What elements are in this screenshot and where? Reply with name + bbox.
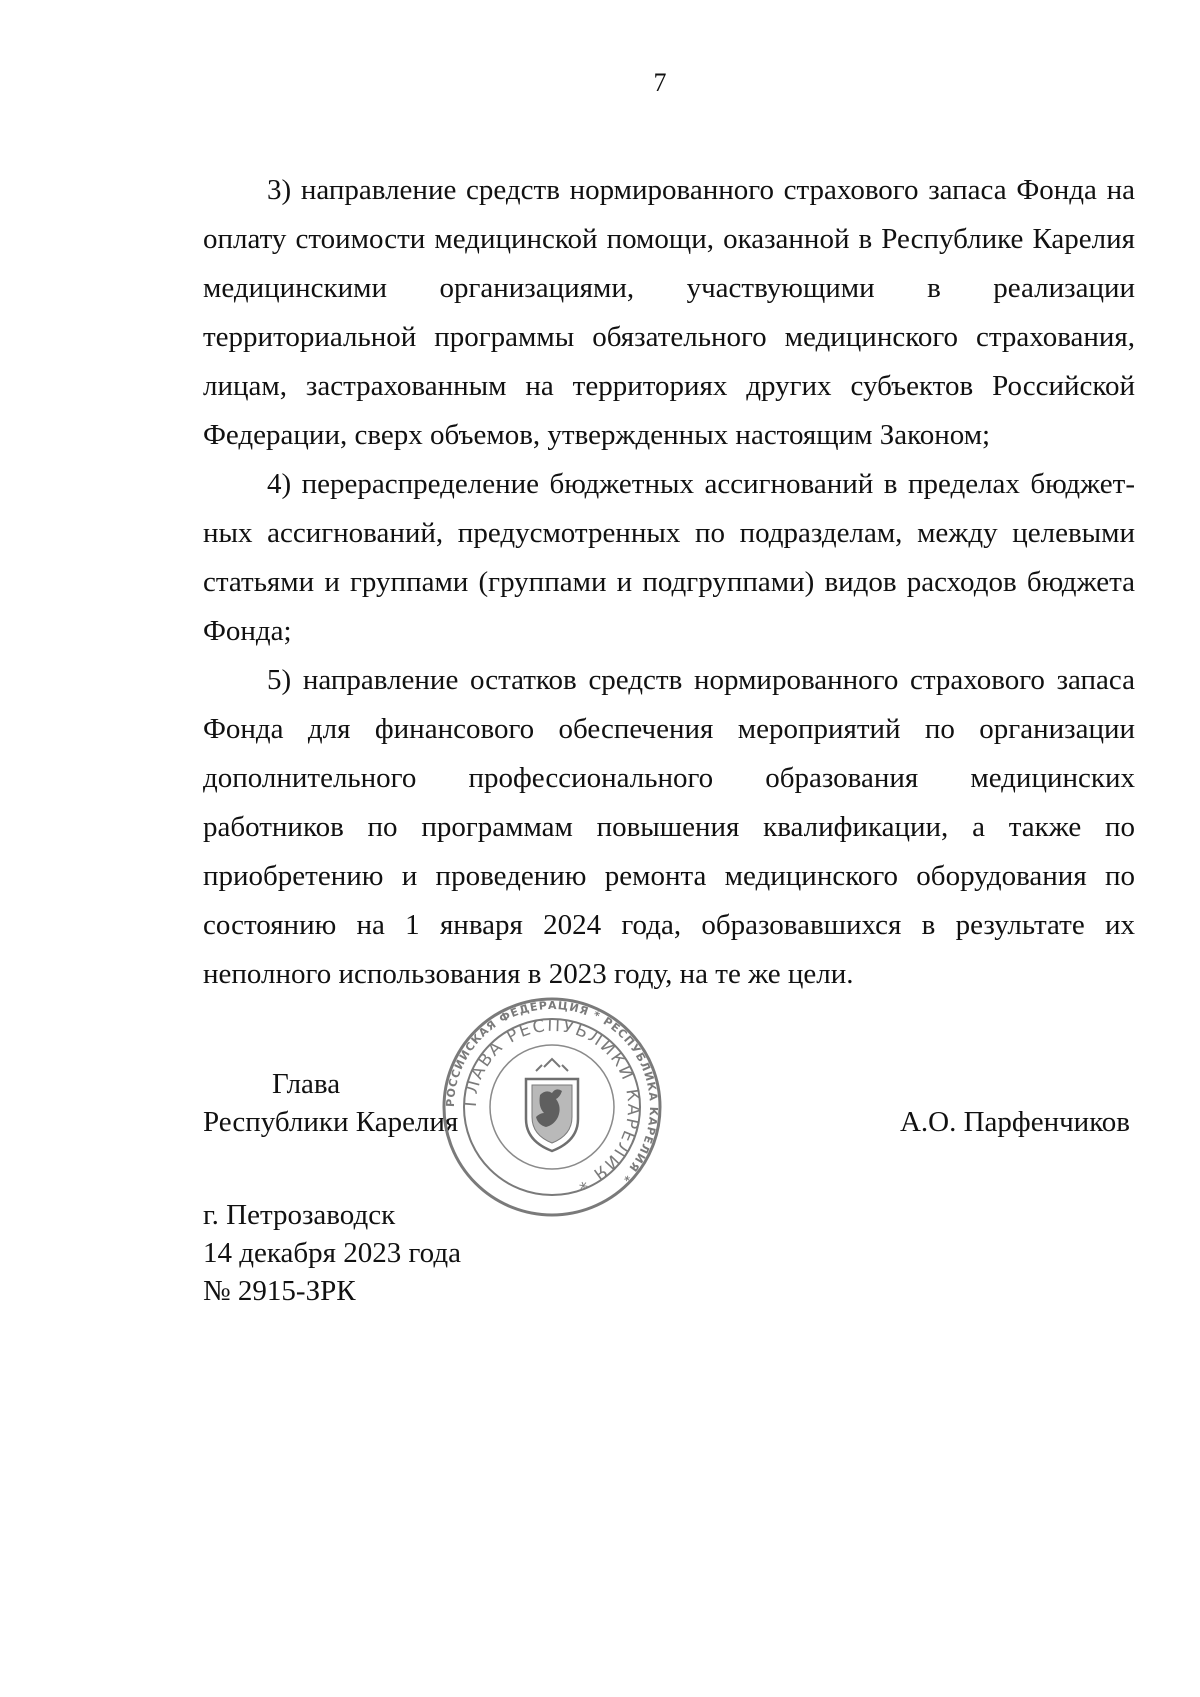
- paragraph-item-5: 5) направление остатков средств нормированного страхового запаса Фонда для финансового обеспечения мероприятий по организации дополнительного профессионального образования медицинских работников по программам повышения квалификации, а также по приобретению и проведению ремонта медицинского оборудования по состоянию на 1 января 2024 года, образовавшихся в результате их неполного использования в 2023 году, на те же цели.: [203, 664, 1135, 990]
- paragraph-item-4: 4) перераспределение бюджетных ассигнований в пределах бюджетных ассигнований, предусмотренных по подразделам, между целевыми статьями и группами (группами и подгруппами) видов расходов бюджета Фонда;: [203, 468, 1135, 647]
- document-number: № 2915-ЗРК: [203, 1275, 356, 1307]
- signatory-title-line1: Глава: [272, 1068, 341, 1100]
- document-date: 14 декабря 2023 года: [203, 1237, 461, 1269]
- seal-inner-text: ГЛАВА РЕСПУБЛИКИ КАРЕЛИЯ *: [460, 1015, 644, 1194]
- signatory-title-line2: Республики Карелия: [203, 1106, 459, 1138]
- document-details: [203, 1196, 461, 1310]
- coat-of-arms-bear-icon: [526, 1059, 578, 1151]
- signatory-title: [203, 1065, 458, 1141]
- official-seal-icon: [440, 995, 664, 1219]
- place-city: г. Петрозаводск: [203, 1199, 396, 1231]
- document-body: [203, 166, 1135, 999]
- paragraph-item-3: 3) направление средств нормированного страхового запаса Фонда на оплату стоимости медицинской помощи, оказанной в Республике Карелия медицинскими организациями, участвующими в реализации территориальной программы обязательного медицинского страхования, лицам, застрахованным на территориях других субъектов Российской Федерации, сверх объемов, утвержденных настоящим Законом;: [203, 174, 1135, 451]
- page-number: 7: [653, 68, 667, 97]
- signatory-name: А.О. Парфенчиков: [899, 1106, 1130, 1138]
- seal-outer-text: РОССИЙСКАЯ ФЕДЕРАЦИЯ * РЕСПУБЛИКА КАРЕЛИЯ *: [443, 998, 661, 1185]
